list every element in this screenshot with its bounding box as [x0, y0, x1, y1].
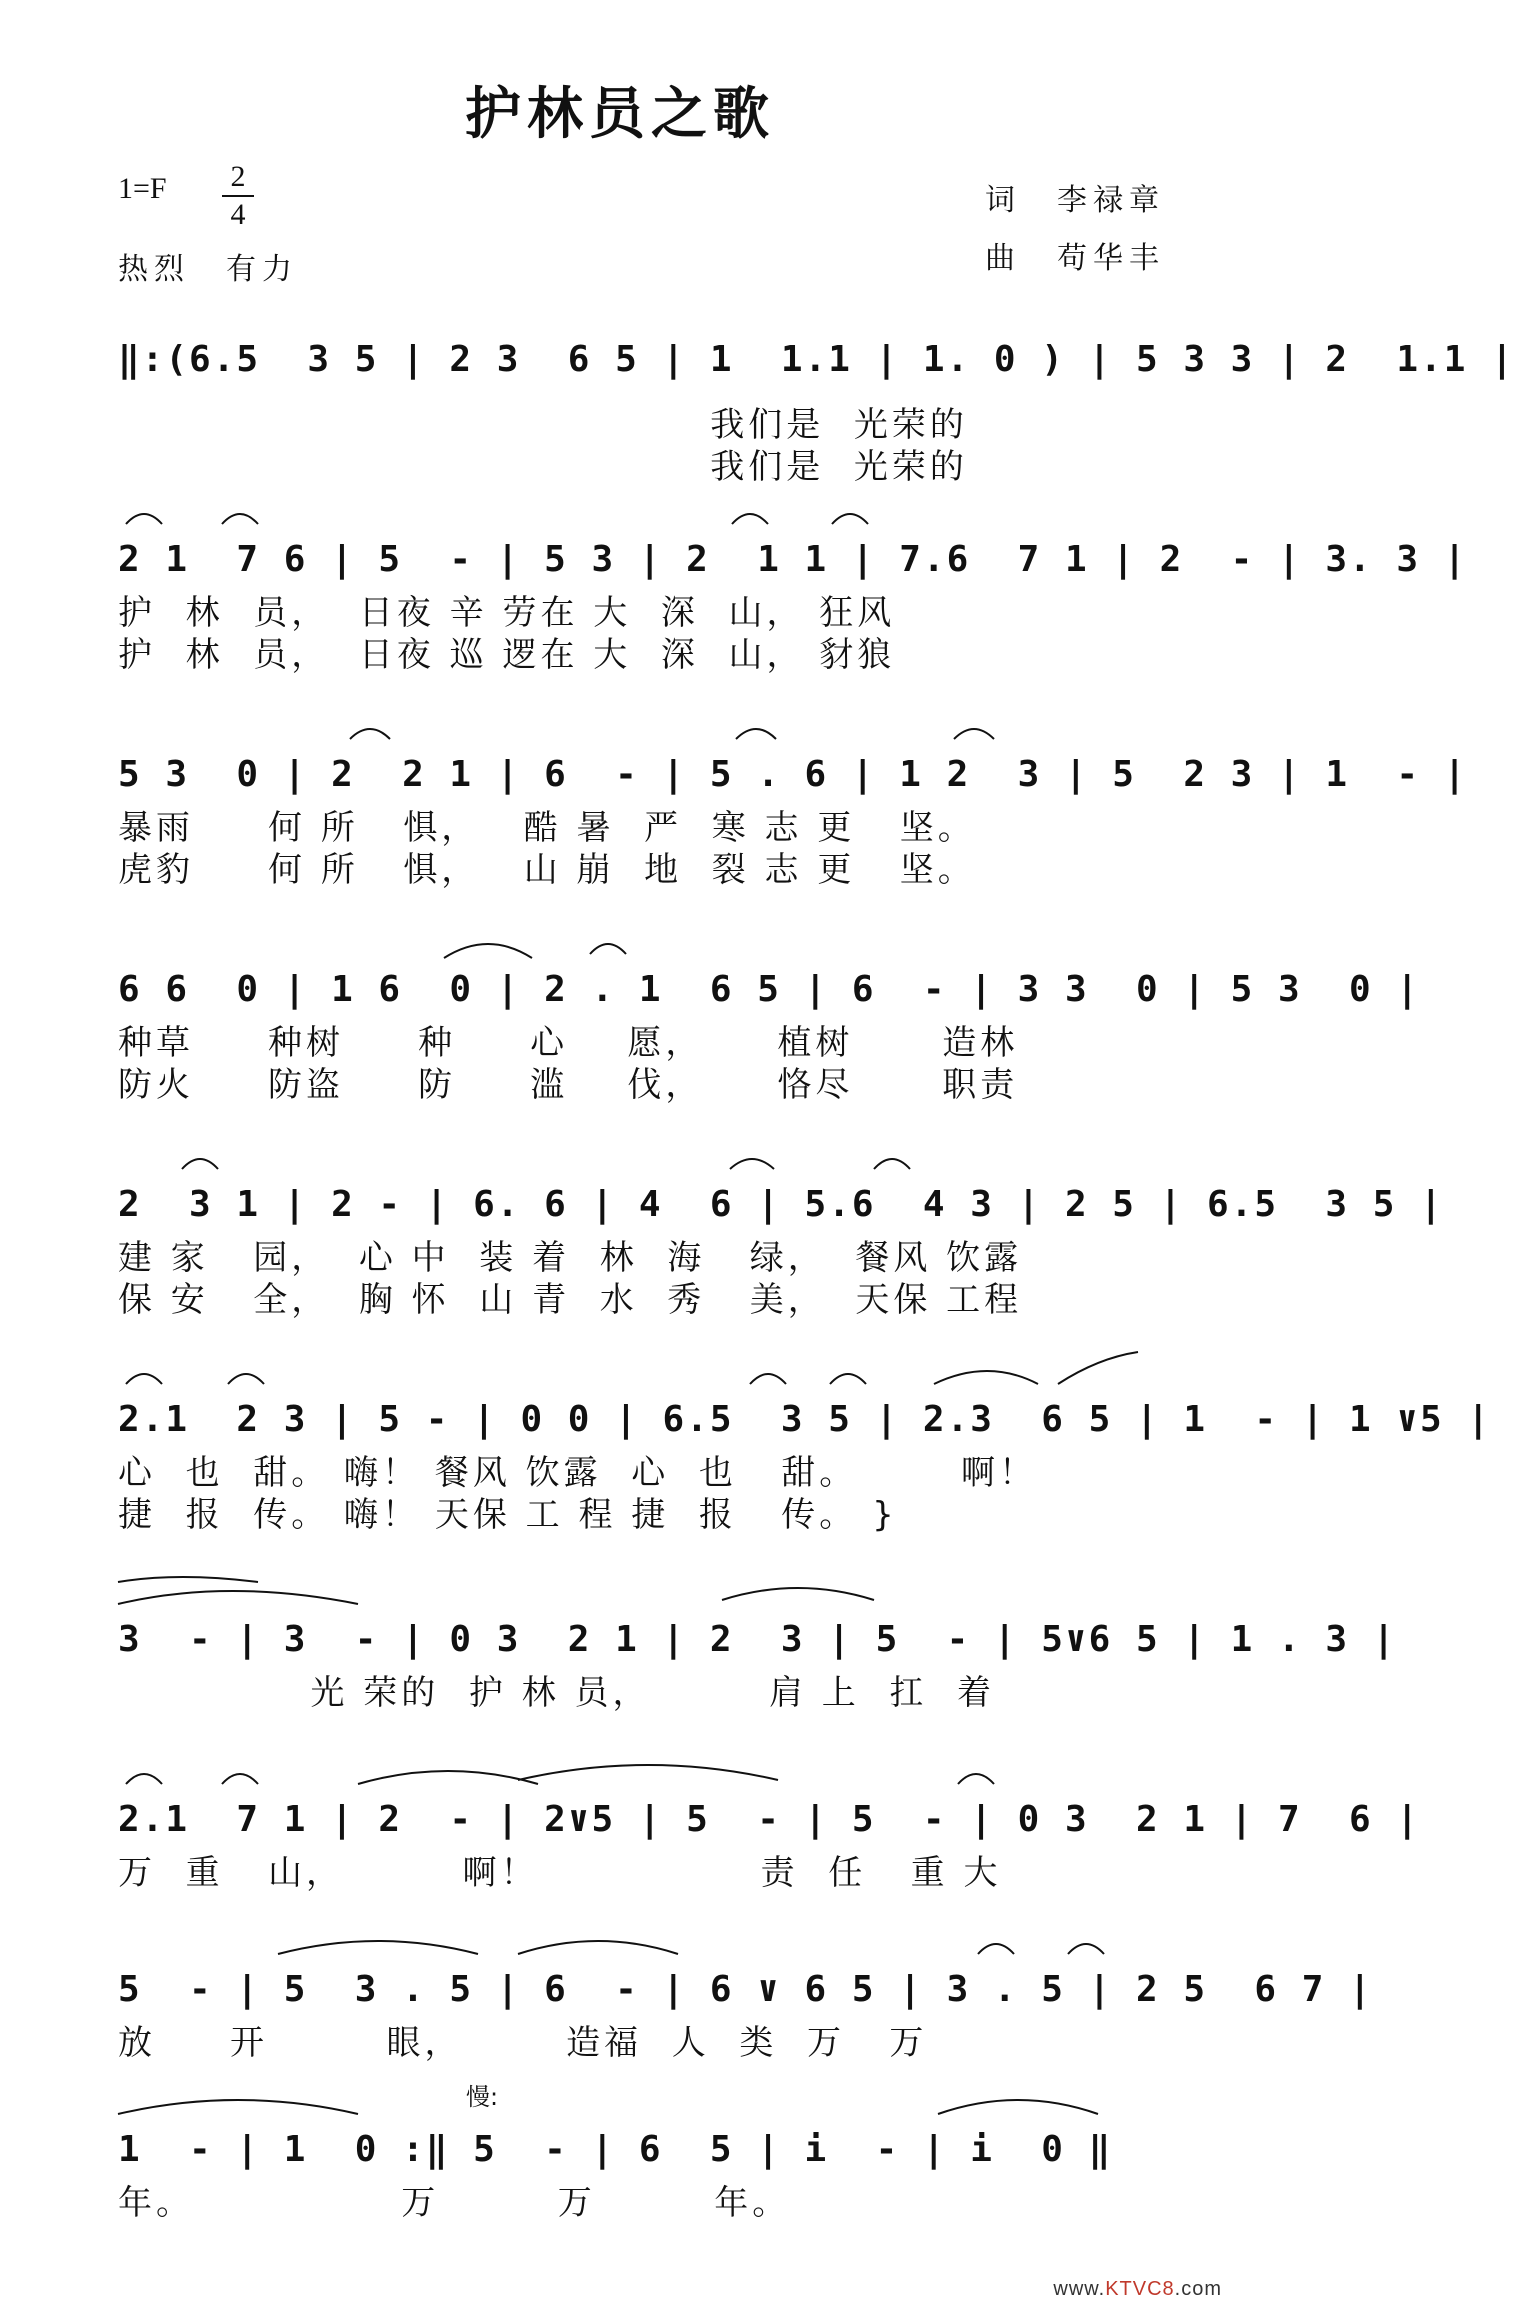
notation-line: 6 6 0 | 1 6 0 | 2 . 1 6 5 | 6 - | 3 3 0 | 5 3 0 |: [118, 969, 1421, 1010]
lyric-verse-1: 光 荣的 护 林 员， 肩 上 扛 着: [118, 1673, 996, 1713]
lyric-verse-2: 保 安 全， 胸 怀 山 青 水 秀 美， 天保 工程: [118, 1280, 1023, 1320]
notation-line: 2.1 7 1 | 2 - | 2∨5 | 5 - | 5 - | 0 3 2 1 | 7 6 |: [118, 1799, 1421, 1840]
lyric-verse-2: 护 林 员， 日夜 巡 逻在 大 深 山， 豺狼: [118, 635, 896, 675]
lyric-verse-1: 心 也 甜。 嗨！ 餐风 饮露 心 也 甜。 啊！: [118, 1453, 1037, 1493]
credits: [985, 172, 1165, 288]
key-signature: 1=F: [118, 172, 167, 205]
lyric-verse-1: 种草 种树 种 心 愿， 植树 造林: [118, 1023, 1019, 1063]
lyric-verse-1: 护 林 员， 日夜 辛 劳在 大 深 山， 狂风: [118, 593, 896, 633]
lyric-verse-2: 虎豹 何 所 惧， 山 崩 地 裂 志 更 坚。: [118, 850, 976, 890]
notation-line: 5 - | 5 3 . 5 | 6 - | 6 ∨ 6 5 | 3 . 5 | 2 5 6 7 |: [118, 1969, 1373, 2010]
lyric-verse-2: 捷 报 传。 嗨！ 天保 工 程 捷 报 传。 }: [118, 1495, 898, 1535]
watermark-suffix: .com: [1174, 2278, 1222, 2300]
meter-top: 2: [230, 160, 246, 193]
lyric-verse-1: 放 开 眼， 造福 人 类 万 万: [118, 2023, 928, 2063]
meter-line: [222, 195, 254, 197]
lyric-verse-2: 防火 防盗 防 滥 伐， 恪尽 职责: [118, 1065, 1019, 1105]
notation-line: 2 1 7 6 | 5 - | 5 3 | 2 1 1 | 7.6 7 1 | 2 - | 3. 3 |: [118, 539, 1468, 580]
song-title: 护林员之歌: [465, 82, 775, 147]
composer: 曲 苟华丰: [985, 241, 1165, 276]
site-watermark: [1053, 2278, 1222, 2301]
tempo-marking: 热烈 有力: [118, 252, 298, 287]
notation-line: 2.1 2 3 | 5 - | 0 0 | 6.5 3 5 | 2.3 6 5 | 1 - | 1 ∨5 |: [118, 1399, 1492, 1440]
watermark-site: KTVC8: [1105, 2278, 1175, 2300]
meter-bottom: 4: [230, 198, 246, 231]
lyric-verse-2: 我们是 光荣的: [118, 447, 968, 487]
lyric-verse-1: 万 重 山， 啊！ 责 任 重 大: [118, 1853, 1002, 1893]
lyric-verse-1: 建 家 园， 心 中 装 着 林 海 绿， 餐风 饮露: [118, 1238, 1023, 1278]
tempo-slow-marking: 慢:: [466, 2083, 499, 2111]
notation-line: 2 3 1 | 2 - | 6. 6 | 4 6 | 5.6 4 3 | 2 5 | 6.5 3 5 |: [118, 1184, 1444, 1225]
lyric-verse-1: 暴雨 何 所 惧， 酷 暑 严 寒 志 更 坚。: [118, 808, 976, 848]
lyricist: 词 李禄章: [985, 183, 1165, 218]
notation-line: ‖:(6.5 3 5 | 2 3 6 5 | 1 1.1 | 1. 0 ) | 5 3 3 | 2 1.1 |: [118, 339, 1515, 380]
lyric-verse-1: 年。 万 万 年。: [118, 2183, 791, 2223]
watermark-prefix: www.: [1053, 2278, 1106, 2300]
lyric-verse-1: 我们是 光荣的: [118, 405, 968, 445]
notation-line: 1 - | 1 0 :‖ 5 - | 6 5 | i - | i 0 ‖: [118, 2129, 1113, 2170]
notation-line: 5 3 0 | 2 2 1 | 6 - | 5 . 6 | 1 2 3 | 5 2 3 | 1 - |: [118, 754, 1468, 795]
notation-line: 3 - | 3 - | 0 3 2 1 | 2 3 | 5 - | 5∨6 5 | 1 . 3 |: [118, 1619, 1397, 1660]
time-signature: [222, 160, 254, 232]
